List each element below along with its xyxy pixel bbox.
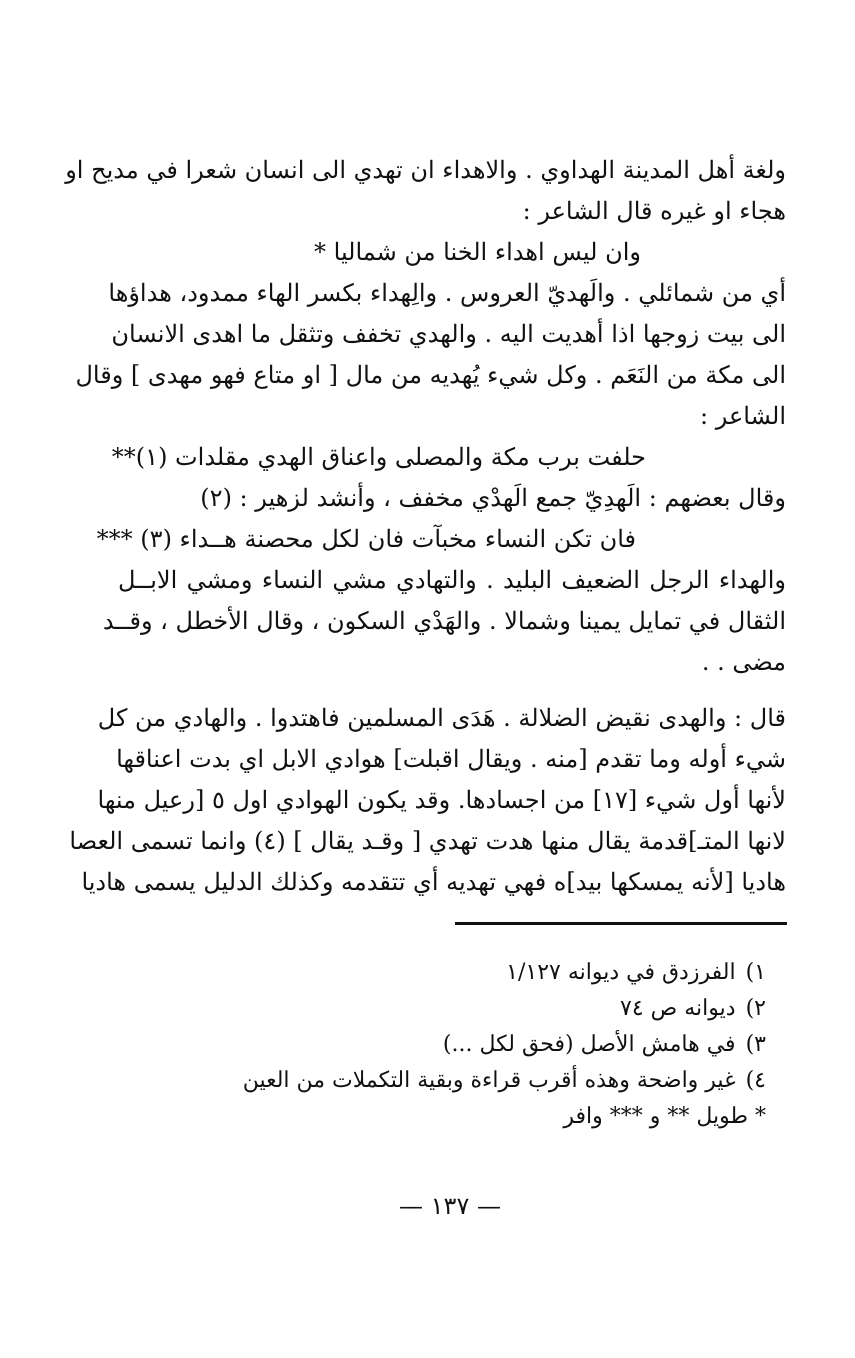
footnotes: [150, 955, 766, 1135]
footnote-item: [150, 991, 766, 1027]
text-line: هجاء او غيره قال الشاعر :: [522, 197, 786, 225]
verse-line: وان ليس اهداء الخنا من شماليا *: [314, 238, 641, 266]
text-line: مضى . .: [701, 648, 786, 676]
text-line: الى بيت زوجها اذا أهديت اليه . والهدي تخفف وتثقل ما اهدى الانسان: [111, 320, 786, 348]
text-line: الثقال في تمايل يمينا وشمالا . والهَدْي السكون ، وقال الأخطل ، وقــد: [102, 607, 786, 635]
footnote-text: في هامش الأصل (فحق لكل ...): [442, 1032, 736, 1057]
footnote-number: ٣): [745, 1032, 766, 1057]
footnote-number: ٤): [745, 1068, 766, 1093]
text-line: قال : والهدى نقيض الضلالة . هَدَى المسلمين فاهتدوا . والهادي من كل: [97, 704, 786, 732]
main-text: [65, 150, 786, 903]
footnote-text: ديوانه ص ٧٤: [620, 996, 736, 1021]
footnote-text: الفرزدق في ديوانه ١/١٢٧: [506, 960, 736, 985]
text-line: الى مكة من النَعَم . وكل شيء يُهديه من مال [ او متاع فهو مهدى ] وقال: [75, 361, 786, 389]
footnote-item: [150, 955, 766, 991]
verse-line: حلفت برب مكة والمصلى واعناق الهدي مقلدات (١)**: [111, 443, 646, 471]
text-line: لأنها أول شيء [١٧] من اجسادها. وقد يكون الهوادي اول ٥ [رعيل منها: [97, 786, 786, 814]
text-line: الشاعر :: [700, 402, 786, 430]
text-line: وقال بعضهم : الَهدِيّ جمع الَهدْي مخفف ، وأنشد لزهير : (٢): [200, 484, 786, 512]
text-line: والهداء الرجل الضعيف البليد . والتهادي مشي النساء ومشي الابــل: [118, 566, 786, 594]
footnote-text: * طويل ** و *** وافر: [563, 1104, 766, 1129]
verse-line: فان تكن النساء مخبآت فان لكل محصنة هــداء (٣) ***: [96, 525, 636, 553]
footnote-text: غير واضحة وهذه أقرب قراءة وبقية التكملات من العين: [242, 1068, 736, 1093]
footnote-item: [150, 1027, 766, 1063]
text-line: هاديا [لأنه يمسكها بيد]ه فهي تهديه أي تتقدمه وكذلك الدليل يسمى هاديا: [81, 868, 786, 896]
page-number: — ١٣٧ —: [399, 1192, 501, 1220]
footnote-item: [150, 1063, 766, 1099]
text-line: شيء أوله وما تقدم [منه . ويقال اقبلت] هوادي الابل اي بدت اعناقها: [116, 745, 786, 773]
text-line: لانها المتـ]قدمة يقال منها هدت تهدي [ وقـد يقال ] (٤) وانما تسمى العصا: [69, 827, 786, 855]
meter-note: [150, 1099, 766, 1135]
footnote-divider: [455, 922, 787, 925]
text-line: أي من شمائلي . والَهديّ العروس . والِهداء بكسر الهاء ممدود، هداؤها: [108, 279, 786, 307]
footnote-number: ٢): [745, 996, 766, 1021]
paragraph-gap: [118, 683, 786, 698]
footnote-number: ١): [745, 960, 766, 985]
text-line: ولغة أهل المدينة الهداوي . والاهداء ان تهدي الى انسان شعرا في مديح او: [65, 156, 786, 184]
